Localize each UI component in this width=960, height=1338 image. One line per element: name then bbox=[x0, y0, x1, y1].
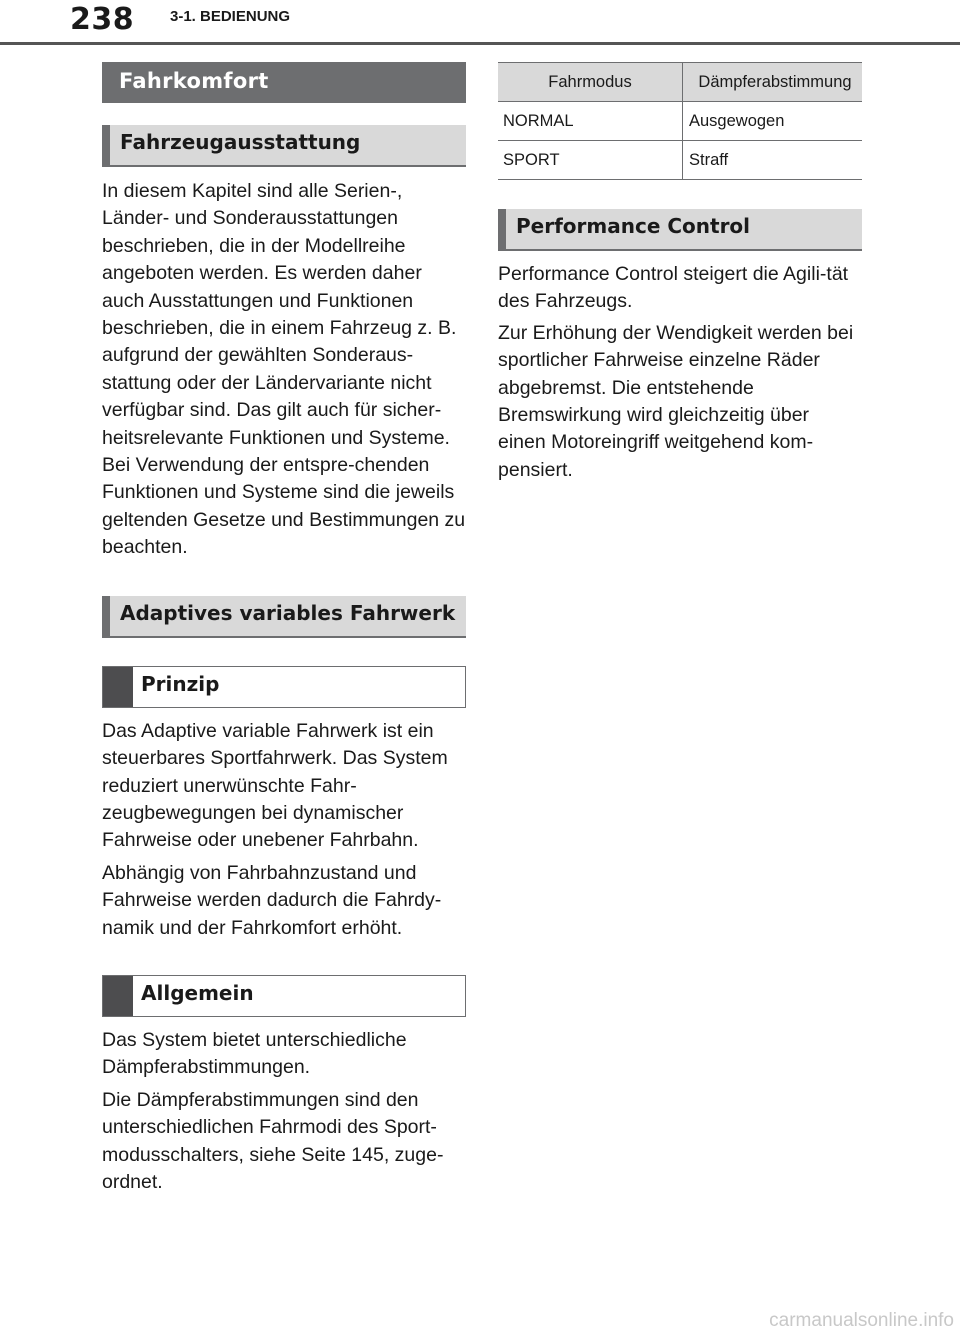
table-header-cell: Dämpferabstimmung bbox=[683, 63, 863, 102]
performance-paragraph-1: Performance Control steigert die Agili-tät des Fahrzeugs. bbox=[498, 263, 849, 313]
damper-table bbox=[498, 62, 862, 180]
subheading-label: Allgemein bbox=[141, 980, 254, 1005]
page-number: 238 bbox=[70, 2, 135, 37]
table-cell: SPORT bbox=[498, 141, 683, 180]
ausstattung-text: In diesem Kapitel sind alle Serien-, Länder- und Sonderausstattungen beschrieben, die in der Modellreihe angeboten werden. Es werden daher auch Ausstattungen und Funktionen beschrieben, die in einem Fahrzeug z. B. aufgrund der gewählten Sonderaus-stattung oder der Ländervariante nicht verfügbar sind. Das gilt auch für sicher-heitsrelevante Funktionen und Systeme. Bei Verwendung der entspre-chenden Funktionen und Systeme sind die jeweils geltenden Gesetze und Bestimmungen zu beachten. bbox=[102, 180, 466, 559]
subheading-allgemein bbox=[102, 975, 466, 1017]
table-header-row bbox=[498, 63, 862, 102]
section-heading-performance-control: Performance Control bbox=[498, 209, 862, 251]
table-row bbox=[498, 141, 862, 180]
subheading-label: Prinzip bbox=[141, 671, 220, 696]
allgemein-paragraph-2: Die Dämpferabstimmungen sind den unterschiedlichen Fahrmodi des Sport-modusschalters, siehe Seite 145, zuge-ordnet. bbox=[102, 1088, 444, 1193]
table-row bbox=[498, 102, 862, 141]
table-cell: Straff bbox=[683, 141, 863, 180]
prinzip-paragraph-2: Abhängig von Fahrbahnzustand und Fahrweise werden dadurch die Fahrdy-namik und der Fahrkomfort erhöht. bbox=[102, 861, 442, 939]
section-heading-fahrkomfort: Fahrkomfort bbox=[102, 62, 466, 103]
subheading-bar bbox=[103, 976, 133, 1016]
performance-paragraph-2: Zur Erhöhung der Wendigkeit werden bei sportlicher Fahrweise einzelne Räder abgebremst. Die entstehende Bremswirkung wird gleichzeitig über einen Motoreingriff weitgehend kom-pensiert. bbox=[498, 321, 854, 481]
chapter-title: 3-1. BEDIENUNG bbox=[170, 8, 291, 25]
header-rule bbox=[0, 42, 960, 45]
page-header bbox=[0, 0, 960, 46]
left-column bbox=[102, 62, 466, 1196]
table-cell: NORMAL bbox=[498, 102, 683, 141]
prinzip-paragraph-1: Das Adaptive variable Fahrwerk ist ein steuerbares Sportfahrwerk. Das System reduziert unerwünschte Fahr-zeugbewegungen bei dynamischer Fahrweise oder unebener Fahrbahn. bbox=[102, 719, 448, 852]
section-heading-adaptives-fahrwerk: Adaptives variables Fahrwerk bbox=[102, 596, 466, 638]
section-heading-fahrzeugausstattung: Fahrzeugausstattung bbox=[102, 125, 466, 167]
watermark: carmanualsonline.info bbox=[769, 1310, 954, 1331]
table-header-cell: Fahrmodus bbox=[498, 63, 683, 102]
subheading-prinzip bbox=[102, 666, 466, 708]
right-column bbox=[498, 62, 862, 484]
allgemein-paragraph-1: Das System bietet unterschiedliche Dämpferabstimmungen. bbox=[102, 1028, 407, 1079]
subheading-bar bbox=[103, 667, 133, 707]
table-cell: Ausgewogen bbox=[683, 102, 863, 141]
